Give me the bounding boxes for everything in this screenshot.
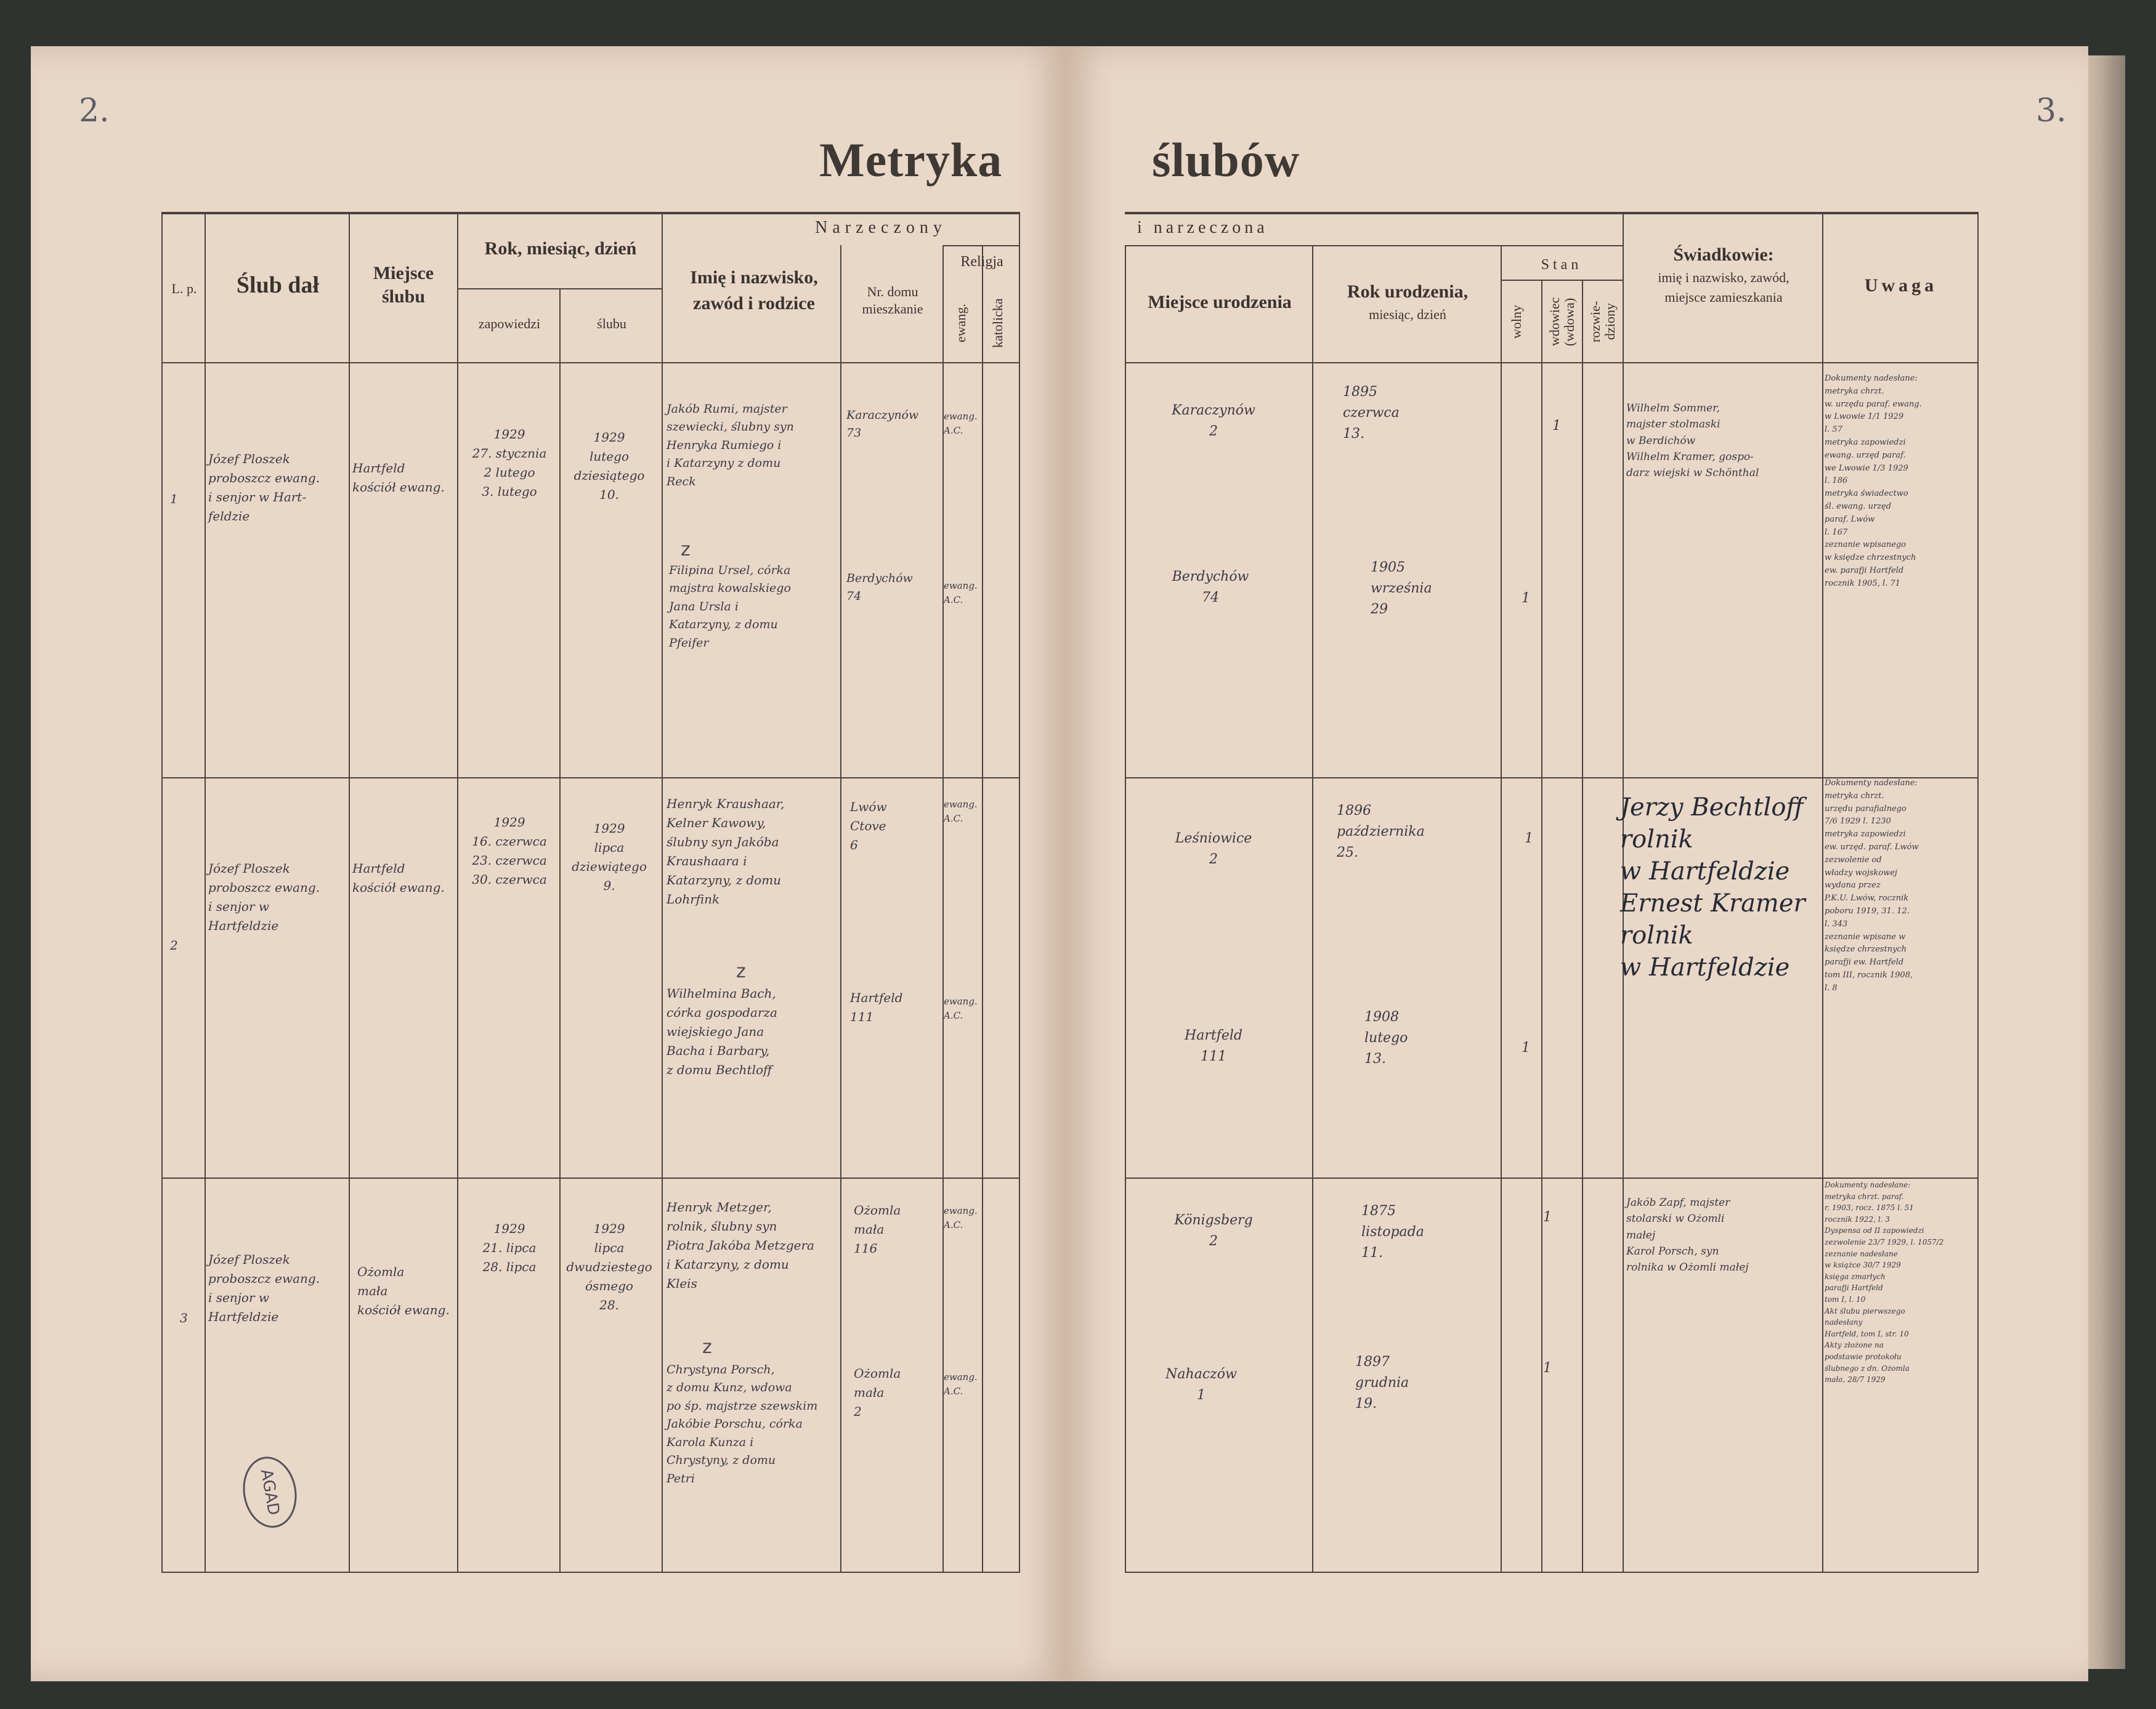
header-nr-domu: Nr. domu mieszkanie (862, 284, 923, 317)
column-line (559, 288, 561, 1572)
entry-3-groom-rel: ewang. A.C. (944, 1205, 978, 1231)
header-slubu: ślubu (597, 316, 626, 331)
entry-3-miejsce: Ożomla mała kościół ewang. (357, 1264, 450, 1317)
entry-3-slubu: 1929 lipca dwudziestego ósmego 28. (566, 1221, 652, 1312)
entry-3-groom-birthplace: Königsberg 2 (1174, 1213, 1253, 1250)
header-religja: Religja (960, 254, 1003, 270)
entry-3-bride-birth: 1897 grudnia 19. (1355, 1354, 1409, 1412)
entry-2-miejsce: Hartfeld kościół ewang. (352, 861, 445, 895)
entry-1-z-mark: z (681, 539, 691, 560)
entry-2-slubu: 1929 lipca dziewiątego 9. (572, 821, 647, 893)
entry-1-groom-birthplace: Karaczynów 2 (1172, 403, 1255, 440)
entry-2-bride-birthplace: Hartfeld 111 (1185, 1028, 1242, 1065)
entry-1-uwaga: Dokumenty nadesłane: metryka chrzt. w. urzędu paraf. ewang. w Lwowie 1/1 1929 l. 57 metryka zapowiedzi ewang. urzęd paraf. we Lwowie 1/3 1929 l. 186 metryka świadectwo śl. ewang. urzęd paraf. Lwów l. 167 zeznanie wpisanego w księdze chrzestnych ew. parafji Hartfeld rocznik 1905, l. 71 (1825, 374, 1922, 588)
entry-2-bride: Wilhelmina Bach, córka gospodarza wiejskiego Jana Bacha i Barbary, z domu Bechtloff (667, 986, 777, 1077)
header-rok-urodzenia-sub: miesiąc, dzień (1369, 307, 1446, 322)
entry-3-bride-stan: 1 (1543, 1360, 1552, 1376)
entry-3-zapowiedzi: 1929 21. lipca 28. lipca (482, 1221, 537, 1274)
entry-1-groom-birth: 1895 czerwca 13. (1343, 384, 1400, 442)
entry-3-z-mark: z (702, 1336, 712, 1358)
entry-1-bride-rel: ewang. A.C. (944, 580, 978, 606)
row-divider (161, 1178, 1020, 1179)
entry-1-witnesses: Wilhelm Sommer, majster stolmaski w Berdichów Wilhelm Kramer, gospo- darz wiejski w Schönthal (1626, 402, 1759, 480)
entry-1-zapowiedzi: 1929 27. stycznia 2 lutego 3. lutego (472, 427, 547, 499)
archive-stamp-text: AGAD (256, 1468, 283, 1517)
entry-2-groom-rel: ewang. A.C. (944, 799, 978, 825)
header-i-narzeczona: i narzeczona (1137, 218, 1268, 237)
column-line (1501, 245, 1502, 1572)
header-zapowiedzi: zapowiedzi (478, 316, 541, 331)
entry-1-groom: Jakób Rumi, majster szewiecki, ślubny syn Henryka Rumiego i i Katarzyny z domu Reck (667, 402, 794, 488)
entry-1-bride: Filipina Ursel, córka majstra kowalskiego Jana Ursla i Katarzyny, z domu Pfeifer (669, 564, 791, 650)
entry-3-bride-dom: Ożomla mała 2 (854, 1366, 901, 1419)
column-line (1822, 212, 1823, 1572)
entry-1-bride-birthplace: Berdychów 74 (1172, 569, 1249, 606)
entry-2-slub-dal: Józef Ploszek proboszcz ewang. i senjor w Hartfeldzie (208, 861, 320, 933)
entry-1-groom-rel: ewang. A.C. (944, 411, 978, 437)
header-ewang: ewang. (953, 304, 968, 343)
entry-2-bride-stan: 1 (1522, 1040, 1530, 1056)
entry-3-groom-stan: 1 (1543, 1210, 1552, 1225)
header-subline (1501, 280, 1623, 281)
column-line (1019, 212, 1020, 1572)
entry-3-slub-dal: Józef Ploszek proboszcz ewang. i senjor w Hartfeldzie (208, 1252, 320, 1324)
right-page-number: 3. (2036, 92, 2067, 129)
book-edge (2088, 55, 2125, 1669)
column-line (840, 245, 841, 1572)
entry-1-lp: 1 (170, 491, 178, 506)
column-line (161, 212, 163, 1572)
entry-1-slubu: 1929 lutego dziesiątego 10. (573, 430, 645, 502)
column-line (1312, 245, 1313, 1572)
column-line (457, 212, 458, 1572)
header-wolny: wolny (1509, 305, 1524, 339)
header-wdowiec: wdowiec (wdowa) (1547, 297, 1578, 347)
entry-2-witnesses: Jerzy Bechtloff rolnik w Hartfeldzie Ernest Kramer rolnik w Hartfeldzie (1620, 793, 1805, 982)
header-katolicka: katolicka (990, 298, 1005, 349)
column-line (1977, 212, 1979, 1572)
entry-2-lp: 2 (170, 938, 178, 953)
entry-1-miejsce: Hartfeld kościół ewang. (352, 461, 445, 495)
header-swiadkowie: Świadkowie: (1673, 244, 1774, 265)
header-imie-nazwisko: Imię i nazwisko, zawód i rodzice (690, 267, 818, 313)
header-rozwiedziony: rozwie-dziony (1587, 301, 1618, 343)
table-top-border (161, 212, 1020, 214)
header-lp: L. p. (171, 281, 197, 296)
header-swiadkowie-sub: imię i nazwisko, zawód, miejsce zamieszkania (1658, 270, 1789, 305)
column-line (349, 212, 350, 1572)
title-left: Metryka (819, 133, 1003, 187)
table-bottom-line (1125, 1572, 1979, 1573)
header-rok-miesiac-dzien: Rok, miesiąc, dzień (484, 238, 637, 259)
header-subline (942, 245, 1020, 246)
header-narzeczony: Narzeczony (815, 218, 947, 237)
column-line (1541, 280, 1542, 1572)
header-bottom-line (1125, 362, 1979, 363)
entry-2-bride-birth: 1908 lutego 13. (1364, 1009, 1408, 1067)
entry-3-uwaga: Dokumenty nadesłane: metryka chrzt. paraf. r. 1903, rocz. 1875 l. 51 rocznik 1922, l. 3 Dyspensa od II zapowiedzi zezwolenie 23/7 1929, l. 1057/2 zeznanie nadesłane w książce 30/7 1929 księga zmarłych parafji Hartfeld tom I, l. 10 Akt ślubu pierwszego nadesłany Hartfeld, tom I, str. 10 Akty złożone na podstawie protokołu ślubnego z dn. Ożomla mała, 28/7 1929 (1825, 1181, 1944, 1384)
column-line (1125, 245, 1126, 1572)
entry-1-slub-dal: Józef Ploszek proboszcz ewang. i senjor w Hart- feldzie (208, 451, 320, 523)
column-line (1582, 280, 1583, 1572)
entry-3-bride: Chrystyna Porsch, z domu Kunz, wdowa po śp. majstrze szewskim Jakóbie Porschu, córka Karola Kunza i Chrystyny, z domu Petri (667, 1363, 818, 1485)
entry-3-bride-birthplace: Nahaczów 1 (1165, 1367, 1237, 1404)
table-top-border (1125, 212, 1979, 214)
entry-2-groom-birthplace: Leśniowice 2 (1175, 831, 1252, 868)
entry-1-bride-dom: Berdychów 74 (846, 572, 913, 604)
header-miejsce-urodzenia: Miejsce urodzenia (1148, 292, 1292, 312)
entry-1-bride-birth: 1905 września 29 (1371, 560, 1432, 618)
column-line (662, 212, 663, 1572)
column-line (205, 212, 206, 1572)
row-divider (161, 777, 1020, 778)
left-page-number: 2. (79, 92, 110, 129)
header-uwaga: Uwaga (1864, 275, 1938, 296)
header-rok-urodzenia: Rok urodzenia, (1347, 281, 1469, 302)
row-divider (1125, 1178, 1979, 1179)
entry-3-groom-birth: 1875 listopada 11. (1361, 1203, 1424, 1261)
header-stan: Stan (1541, 257, 1583, 273)
entry-2-uwaga: Dokumenty nadesłane: metryka chrzt. urzędu parafialnego 7/6 1929 l. 1230 metryka zapowiedzi ew. urzęd. paraf. Lwów zezwolenie od władzy wojskowej wydana przez P.K.U. Lwów, rocznik poboru 1919, 31. 12. l. 343 zeznanie wpisane w księdze chrzestnych parafji ew. Hartfeld tom III, rocznik 1908, l. 8 (1825, 778, 1919, 993)
entry-2-groom-birth: 1896 października 25. (1337, 803, 1425, 861)
entry-2-zapowiedzi: 1929 16. czerwca 23. czerwca 30. czerwca (472, 815, 547, 887)
entry-3-bride-rel: ewang. A.C. (944, 1372, 978, 1397)
entry-3-groom-dom: Ożomla mała 116 (854, 1203, 901, 1256)
entry-1-groom-stan: 1 (1552, 418, 1561, 434)
entry-1-bride-stan: 1 (1522, 591, 1530, 606)
entry-2-z-mark: z (736, 961, 746, 982)
header-slub-dal: Ślub dał (236, 272, 320, 298)
entry-2-bride-dom: Hartfeld 111 (850, 990, 903, 1024)
entry-3-witnesses: Jakób Zapf, majster stolarski w Ożomli małej Karol Porsch, syn rolnika w Ożomli małej (1626, 1197, 1749, 1274)
entry-1-groom-dom: Karaczynów 73 (846, 408, 919, 440)
table-bottom-line (161, 1572, 1020, 1573)
entry-2-groom-stan: 1 (1525, 831, 1533, 846)
entry-2-groom-dom: Lwów Ctove 6 (850, 799, 887, 852)
entry-2-bride-rel: ewang. A.C. (944, 996, 978, 1022)
entry-2-groom: Henryk Kraushaar, Kelner Kawowy, ślubny syn Jakóba Kraushaara i Katarzyny, z domu Lohrfink (667, 796, 785, 907)
title-right: ślubów (1152, 133, 1300, 187)
header-subline (1125, 245, 1623, 246)
entry-3-groom: Henryk Metzger, rolnik, ślubny syn Piotra Jakóba Metzgera i Katarzyny, z domu Kleis (667, 1200, 814, 1291)
column-line (982, 245, 983, 1572)
header-bottom-line (161, 362, 1020, 363)
header-miejsce-slubu: Miejsce ślubu (373, 263, 434, 307)
entry-3-lp: 3 (180, 1311, 188, 1325)
